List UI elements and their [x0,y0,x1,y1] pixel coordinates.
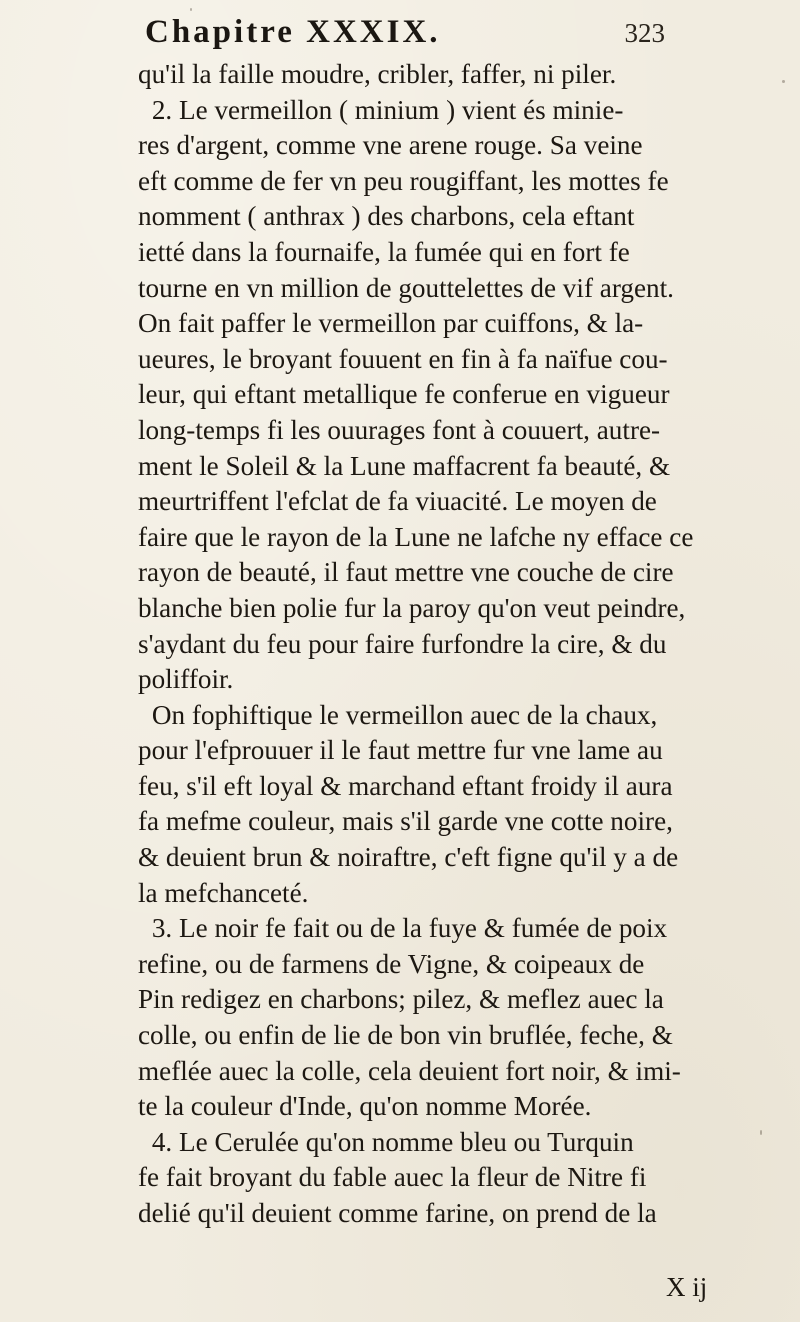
text-line: blanche bien polie fur la paroy qu'on veut peindre, [138,591,686,623]
running-head: Chapitre XXXIX. [145,14,441,50]
text-line: & deuient brun & noiraftre, c'eft figne qu'il y a de [138,841,679,873]
text-line: 2. Le vermeillon ( minium ) vient és minie- [151,93,624,125]
text-line: delié qu'il deuient comme farine, on prend de la [138,1197,657,1228]
text-line: fe fait broyant du fable auec la fleur de Nitre fi [138,1161,647,1193]
text-line: long-temps fi les ouurages font à couuert, autre- [138,413,661,445]
paper-speck [760,1130,762,1135]
text-line: eft comme de fer vn peu rougiffant, les mottes fe [138,164,669,196]
text-line: rayon de beauté, il faut mettre vne couche de cire [138,556,674,588]
text-line: fa mefme couleur, mais s'il garde vne cotte noire, [138,805,673,837]
page-header [145,14,665,62]
text-line: On fait paffer le vermeillon par cuiffons, & la- [138,307,644,339]
text-line: s'aydant du feu pour faire furfondre la cire, & du [138,627,667,659]
text-line: pour l'efprouuer il le faut mettre fur vne lame au [138,734,663,766]
text-line: nomment ( anthrax ) des charbons, cela eftant [138,200,635,232]
text-line: leur, qui eftant metallique fe conferue en vigueur [138,378,670,410]
text-line: poliffoir. [138,663,234,695]
text-line: ueures, le broyant fouuent en fin à fa naïfue cou- [138,342,668,374]
text-line: colle, ou enfin de lie de bon vin bruflée, feche, & [138,1019,673,1051]
text-line: Pin redigez en charbons; pilez, & meflez auec la [138,983,664,1015]
page-number: 323 [624,18,665,48]
text-line: faire que le rayon de la Lune ne lafche ny efface ce [138,520,694,552]
text-line: qu'il la faille moudre, cribler, faffer, ni piler. [138,58,617,89]
body-text [138,56,798,1231]
text-line: ietté dans la fournaife, la fumée qui en fort fe [138,235,630,267]
text-line: 3. Le noir fe fait ou de la fuye & fumée de poix [151,912,668,944]
text-line: On fophiftique le vermeillon auec de la chaux, [151,698,658,730]
text-line: feu, s'il eft loyal & marchand eftant froidy il aura [138,769,673,801]
text-line: ment le Soleil & la Lune maffacrent fa beauté, & [138,449,671,481]
text-line: te la couleur d'Inde, qu'on nomme Morée. [138,1090,592,1122]
paper-speck [782,80,785,83]
catchword: X ij [666,1272,708,1302]
text-line: refine, ou de farmens de Vigne, & coipeaux de [138,947,645,979]
paper-speck [190,8,192,11]
text-line: res d'argent, comme vne arene rouge. Sa veine [138,129,643,161]
text-line: meflée auec la colle, cela deuient fort noir, & imi- [138,1054,681,1086]
text-line: meurtriffent l'efclat de fa viuacité. Le moyen de [138,485,657,517]
text-line: tourne en vn million de gouttelettes de vif argent. [138,271,674,303]
text-line: la mefchanceté. [138,876,309,908]
text-line: 4. Le Cerulée qu'on nomme bleu ou Turquin [151,1125,634,1157]
